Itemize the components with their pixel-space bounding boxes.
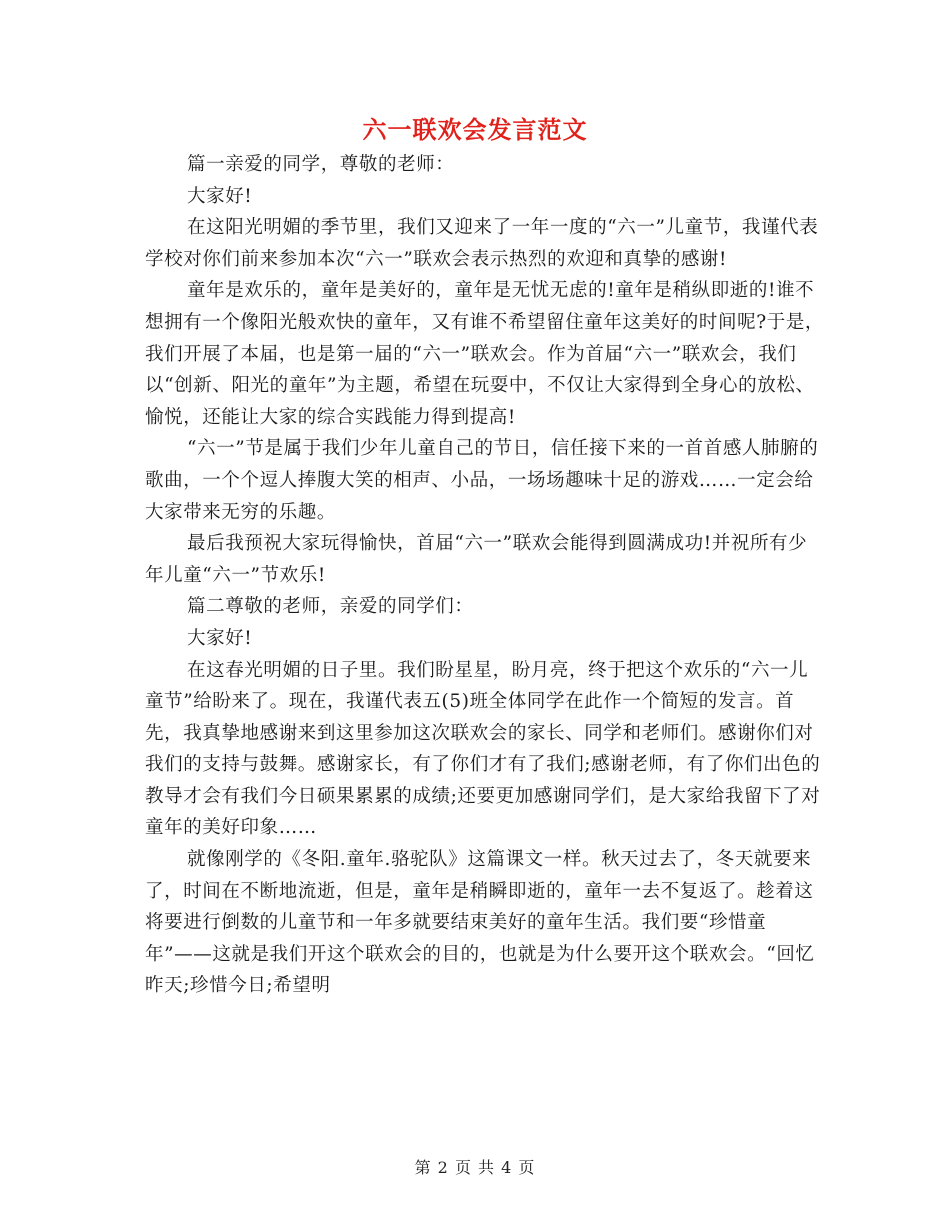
page-number-footer: 第 2 页 共 4 页 xyxy=(414,1158,536,1177)
paragraph-6: 最后我预祝大家玩得愉快，首届“六一”联欢会能得到圆满成功!并祝所有少年儿童“六一”节欢乐! xyxy=(145,533,808,586)
paragraph-8: 大家好! xyxy=(187,627,253,649)
document-title: 六一联欢会发言范文 xyxy=(362,115,588,144)
paragraph-9: 在这春光明媚的日子里。我们盼星星，盼月亮，终于把这个欢乐的“六一儿童节”给盼来了。现在，我谨代表五(5)班全体同学在此作一个简短的发言。首先，我真挚地感谢来到这里参加这次联欢会的家长、同学和老师们。感谢你们对我们的支持与鼓舞。感谢家长，有了你们才有了我们;感谢老师，有了你们出色的教导才会有我们今日硕果累累的成绩;还要更加感谢同学们，是大家给我留下了对童年的美好印象…… xyxy=(145,659,821,839)
paragraph-5: “六一”节是属于我们少年儿童自己的节日，信任接下来的一首首感人肺腑的歌曲，一个个逗人捧腹大笑的相声、小品，一场场趣味十足的游戏……一定会给大家带来无穷的乐趣。 xyxy=(145,438,819,523)
paragraph-10: 就像刚学的《冬阳.童年.骆驼队》这篇课文一样。秋天过去了，冬天就要来了，时间在不断地流逝，但是，童年是稍瞬即逝的，童年一去不复返了。趁着这将要进行倒数的儿童节和一年多就要结束美好的童年生活。我们要“珍惜童年”——这就是我们开这个联欢会的目的，也就是为什么要开这个联欢会。“回忆昨天;珍惜今日;希望明 xyxy=(145,849,815,997)
paragraph-3: 在这阳光明媚的季节里，我们又迎来了一年一度的“六一”儿童节，我谨代表学校对你们前来参加本次“六一”联欢会表示热烈的欢迎和真挚的感谢! xyxy=(145,217,819,270)
document-body xyxy=(145,149,825,1002)
paragraph-4: 童年是欢乐的，童年是美好的，童年是无忧无虑的!童年是稍纵即逝的!谁不想拥有一个像阳光般欢快的童年，又有谁不希望留住童年这美好的时间呢?于是，我们开展了本届，也是第一届的“六一”联欢会。作为首届“六一”联欢会，我们以“创新、阳光的童年”为主题，希望在玩耍中，不仅让大家得到全身心的放松、愉悦，还能让大家的综合实践能力得到提高! xyxy=(145,280,825,428)
paragraph-7: 篇二尊敬的老师，亲爱的同学们： xyxy=(187,596,474,618)
paragraph-1: 篇一亲爱的同学，尊敬的老师： xyxy=(187,154,455,175)
paragraph-2: 大家好! xyxy=(187,185,253,207)
